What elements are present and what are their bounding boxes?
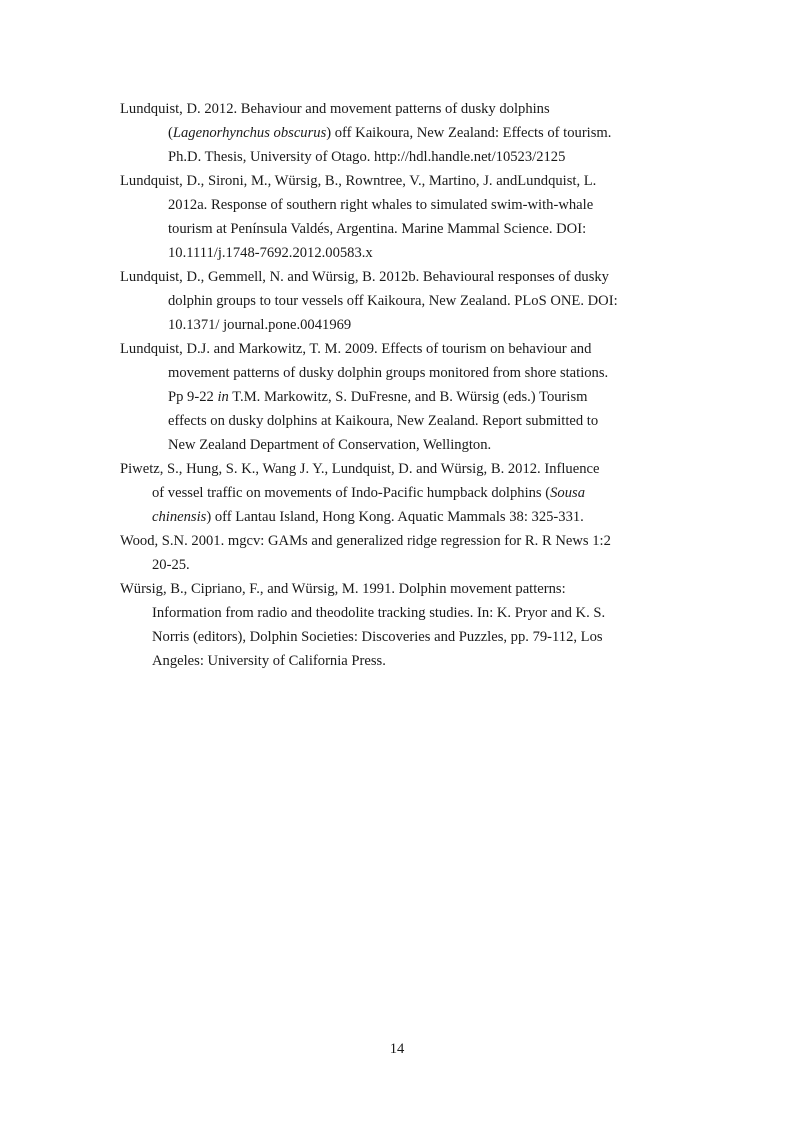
reference-line (120, 457, 680, 481)
reference-entry (120, 265, 680, 337)
reference-entry (120, 577, 680, 673)
reference-text: Information from radio and theodolite tracking studies. In: K. Pryor and K. S. (152, 605, 606, 621)
reference-line (120, 649, 680, 673)
reference-text: Lundquist, D.J. and Markowitz, T. M. 2009. Effects of tourism on behaviour and (120, 341, 592, 357)
reference-entry (120, 457, 680, 529)
reference-text: 10.1371/ journal.pone.0041969 (168, 317, 352, 333)
reference-line (120, 169, 680, 193)
reference-line (120, 193, 680, 217)
italic-text: chinensis (152, 509, 207, 525)
reference-line (120, 337, 680, 361)
reference-line (120, 553, 680, 577)
reference-text: movement patterns of dusky dolphin groups monitored from shore stations. (168, 365, 609, 381)
reference-entry (120, 169, 680, 265)
reference-line (120, 433, 680, 457)
reference-line (120, 505, 680, 529)
reference-text: T.M. Markowitz, S. DuFresne, and B. Würsig (eds.) Tourism (228, 389, 588, 405)
reference-entry (120, 97, 680, 169)
reference-line (120, 361, 680, 385)
reference-line (120, 385, 680, 409)
reference-text: 10.1111/j.1748-7692.2012.00583.x (168, 245, 373, 261)
reference-line (120, 601, 680, 625)
reference-text: Lundquist, D., Gemmell, N. and Würsig, B. 2012b. Behavioural responses of dusky (120, 269, 609, 285)
reference-text: Norris (editors), Dolphin Societies: Discoveries and Puzzles, pp. 79-112, Los (152, 629, 603, 645)
reference-text: 2012a. Response of southern right whales to simulated swim-with-whale (168, 197, 594, 213)
reference-line (120, 241, 680, 265)
reference-text: ) off Lantau Island, Hong Kong. Aquatic Mammals 38: 325-331. (206, 509, 584, 525)
reference-text: tourism at Península Valdés, Argentina. Marine Mammal Science. DOI: (168, 221, 587, 237)
reference-line (120, 481, 680, 505)
reference-entry (120, 337, 680, 457)
reference-line (120, 289, 680, 313)
italic-text: in (217, 389, 229, 405)
reference-text: dolphin groups to tour vessels off Kaikoura, New Zealand. PLoS ONE. DOI: (168, 293, 618, 309)
reference-text: Piwetz, S., Hung, S. K., Wang J. Y., Lundquist, D. and Würsig, B. 2012. Influence (120, 461, 600, 477)
reference-text: 20-25. (152, 557, 190, 573)
italic-text: Sousa (550, 485, 585, 501)
reference-line (120, 577, 680, 601)
reference-entry (120, 529, 680, 577)
reference-list (120, 97, 680, 673)
reference-text: ) off Kaikoura, New Zealand: Effects of tourism. (326, 125, 612, 141)
reference-text: Lundquist, D., Sironi, M., Würsig, B., Rowntree, V., Martino, J. andLundquist, L. (120, 173, 597, 189)
reference-text: Würsig, B., Cipriano, F., and Würsig, M. 1991. Dolphin movement patterns: (120, 581, 566, 597)
reference-line (120, 217, 680, 241)
reference-text: effects on dusky dolphins at Kaikoura, New Zealand. Report submitted to (168, 413, 599, 429)
reference-text: Wood, S.N. 2001. mgcv: GAMs and generalized ridge regression for R. R News 1:2 (120, 533, 611, 549)
reference-line (120, 409, 680, 433)
reference-text: New Zealand Department of Conservation, Wellington. (168, 437, 492, 453)
reference-line (120, 145, 680, 169)
reference-text: Ph.D. Thesis, University of Otago. http://hdl.handle.net/10523/2125 (168, 149, 566, 165)
reference-text: of vessel traffic on movements of Indo-Pacific humpback dolphins ( (152, 485, 551, 501)
reference-line (120, 97, 680, 121)
reference-line (120, 625, 680, 649)
page-number: 14 (389, 1041, 405, 1057)
reference-line (120, 121, 680, 145)
reference-line (120, 265, 680, 289)
reference-text: Pp 9-22 (168, 389, 218, 405)
reference-text: ( (168, 125, 173, 141)
italic-text: Lagenorhynchus obscurus (172, 125, 327, 141)
reference-line (120, 313, 680, 337)
reference-line (120, 529, 680, 553)
reference-text: Lundquist, D. 2012. Behaviour and movement patterns of dusky dolphins (120, 101, 550, 117)
reference-text: Angeles: University of California Press. (152, 653, 386, 669)
